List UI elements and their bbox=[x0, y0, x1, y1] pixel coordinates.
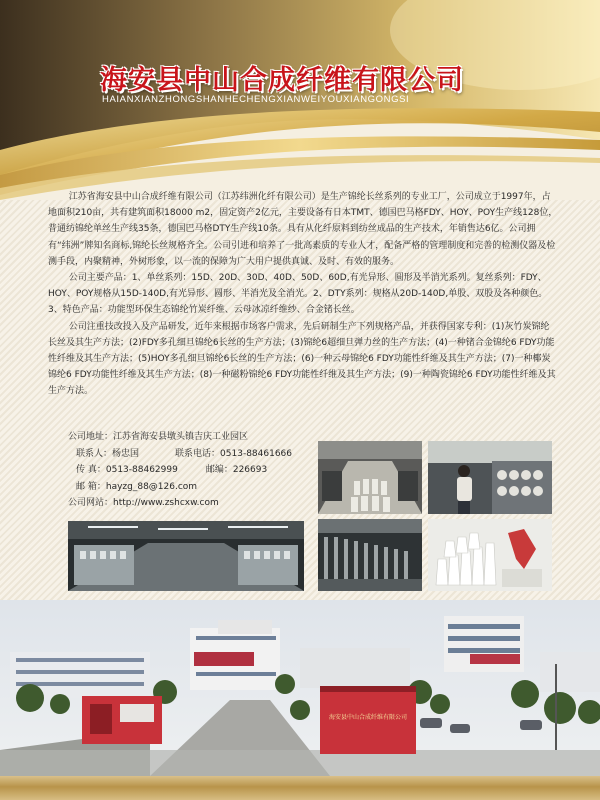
fax-label: 传 真： bbox=[76, 465, 106, 476]
white-cones-display-photo bbox=[428, 519, 552, 591]
web-label: 公司网站： bbox=[68, 498, 114, 509]
header-banner bbox=[0, 0, 600, 200]
fax-line bbox=[48, 462, 308, 479]
person-label: 联系人： bbox=[76, 448, 113, 459]
phone-label: 联系电话： bbox=[175, 448, 221, 459]
address-line: 公司地址：江苏省海安县墩头镇吉庆工业园区 bbox=[68, 432, 249, 442]
factory-panorama-photo bbox=[0, 600, 600, 776]
fax-value: 0513-88462999 bbox=[105, 465, 178, 476]
rnd-paragraph: 公司注重技改投入及产品研发，近年来根据市场客户需求，先后研制生产下列规格产品，并获得国家专利：(1)灰竹炭锦纶长丝及其生产方法；(2)FDY多孔细旦锦纶6长丝的生产方法；(3)锦纶6超细旦弹力丝的生产方法；(4)一种锗合金锦纶6 FDY功能性纤维及其生产方法；(5)HOY多孔细旦锦纶6长丝的生产方法；(6)一种云母锦纶6 FDY功能性纤维及其生产方法；(7)一种椰炭锦纶6 FDY功能性纤维及其生产方法；(8)一种磁粉锦纶6 FDY功能性纤维及其生产方法；(9)一种陶瓷锦纶6 FDY功能性纤维及其生产方法。 bbox=[48, 321, 556, 397]
phone-value: 0513-88461666 bbox=[220, 448, 293, 459]
gate-sign-text: 海安县中山合成纤维有限公司 bbox=[328, 714, 407, 721]
production-hall-photo bbox=[68, 521, 304, 591]
email-label: 邮 箱： bbox=[76, 481, 106, 492]
person-line bbox=[48, 446, 308, 463]
products-paragraph: 公司主要产品：1、单丝系列：15D、20D、30D、40D、50D、60D,有光异形、圆形及半消光系列。复丝系列：FDY、HOY、POY规格从15D-140D,有光异形、圆形、半消光及全消光。2、DTY系列：规格从20D-140D,单股、双股及各种颜色。3、特色产品：功能型环保生态锦纶竹炭纤维、云母冰凉纤维纱、合金锗长丝。 bbox=[48, 273, 548, 316]
person-value: 杨忠国 bbox=[112, 448, 140, 459]
email-link[interactable]: hayzg_88@126.com bbox=[105, 481, 198, 492]
zip-value: 226693 bbox=[232, 465, 268, 476]
footer-band bbox=[0, 776, 600, 800]
spinning-machines-photo bbox=[318, 519, 422, 591]
web-link[interactable]: http://www.zshcxw.com bbox=[113, 498, 219, 509]
email-line bbox=[48, 479, 308, 496]
intro-paragraph: 江苏省海安县中山合成纤维有限公司（江苏纬洲化纤有限公司）是生产锦纶长丝系列的专业工厂，公司成立于1997年，占地面积210亩，共有建筑面积18000 m2，固定资产2亿元，主要设备有日本TMT、德国巴马格FDY、HOY、POY生产线128位，普通纺锦纶单丝生产线35条，德国巴马格DTY生产线10条。具有从化纤原料到纺丝成品的生产技术，年销售达6亿。公司拥有“纬洲”牌知名商标,锦纶长丝规格齐全。公司引进和培养了一批高素质的专业人才，配备严格的管理制度和完善的检测仪器及检测手段，内聚精神，外树形象，以一流的保障为广大用户提供真诚、及时、有效的服务。 bbox=[48, 192, 558, 267]
company-pinyin: HAIANXIANZHONGSHANHECHENGXIANWEIYOUXIANGONGSI bbox=[102, 94, 410, 105]
worker-at-machine-photo bbox=[428, 441, 552, 514]
factory-floor-spools-photo bbox=[318, 441, 422, 514]
company-description bbox=[48, 189, 558, 400]
web-line bbox=[48, 495, 308, 512]
zip-label: 邮编： bbox=[205, 465, 233, 476]
company-title: 海安县中山合成纤维有限公司 bbox=[100, 65, 464, 96]
contact-info bbox=[48, 429, 308, 512]
